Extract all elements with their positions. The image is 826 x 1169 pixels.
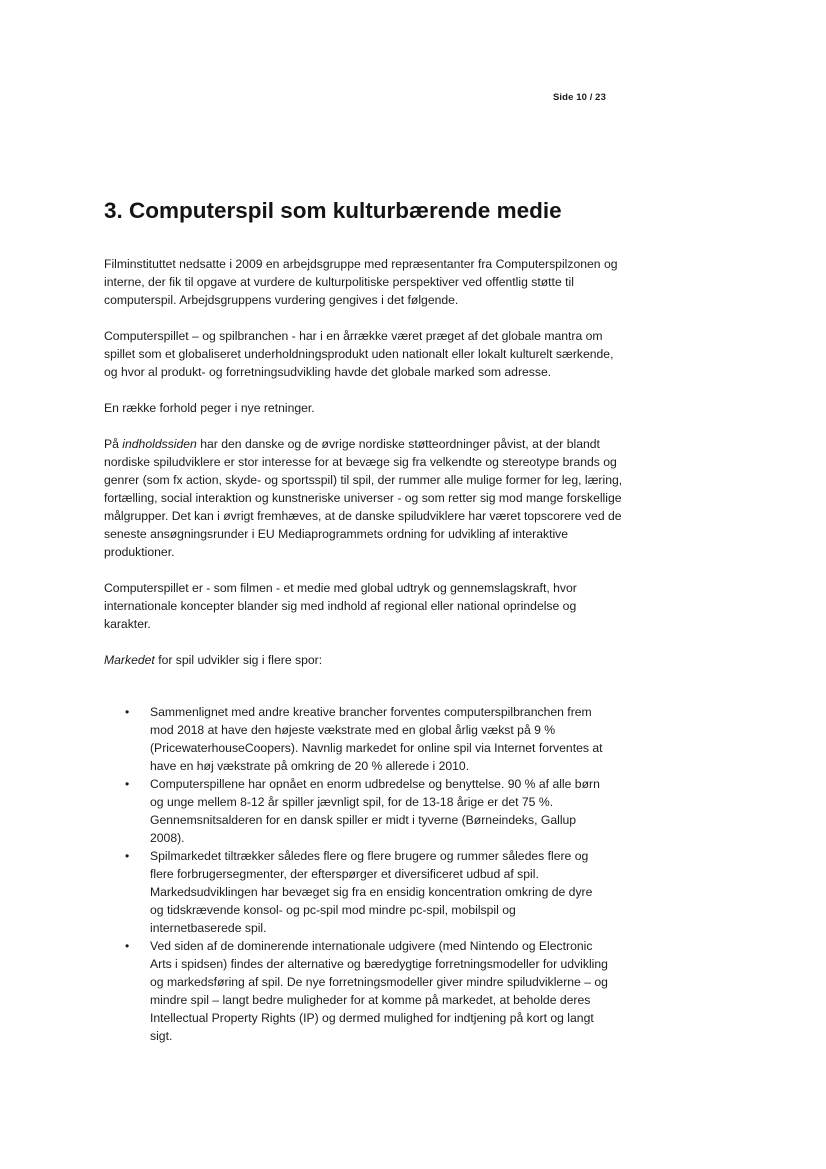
bullet-icon: • <box>125 939 130 953</box>
paragraph-new-directions: En række forhold peger i nye retninger. <box>104 401 315 415</box>
market-bullet-list <box>125 703 608 1045</box>
list-item <box>125 703 608 775</box>
text-rest: har den danske og de øvrige nordiske støtteordninger påvist, at der blandt nordiske spiludviklere er stor interesse for at bevæge sig fra velkendte og stereotype brands og genrer (som fx action, skyde- og sportsspil) til spil, der rummer alle mulige former for leg, læring, fortælling, social interaktion og kunstneriske universer - og som retter sig mod mange forskellige målgrupper. Det kan i øvrigt fremhæves, at de danske spiludviklere har været topscorere ved de seneste ansøgningsrunder i EU Mediaprogrammets ordning for udvikling af interaktive produktioner. <box>104 437 623 559</box>
bullet-icon: • <box>125 777 130 791</box>
paragraph-global-mantra: Computerspillet – og spilbranchen - har i en årrække været præget af det globale mantra om spillet som et globaliseret underholdningsprodukt uden nationalt eller lokalt kulturelt særkende, og hvor al produkt- og forretningsudvikling havde det globale marked som adresse. <box>104 329 614 379</box>
emphasis-markedet: Markedet <box>104 653 155 667</box>
bullet-icon: • <box>125 705 130 719</box>
text-rest: for spil udvikler sig i flere spor: <box>154 653 323 667</box>
section-title: 3. Computerspil som kulturbærende medie <box>104 198 562 223</box>
list-item-text: Computerspillene har opnået en enorm udbredelse og benyttelse. 90 % af alle børn og unge mellem 8-12 år spiller jævnligt spil, for de 13-18 årige er det 75 %. Gennemsnitsalderen for en dansk spiller er midt i tyverne (Børneindeks, Gallup 2008). <box>150 777 600 845</box>
list-item <box>125 847 608 937</box>
list-item <box>125 937 608 1045</box>
paragraph-global-medium: Computerspillet er - som filmen - et medie med global udtryk og gennemslagskraft, hvor internationale koncepter blander sig med indhold af regional eller national oprindelse og karakter. <box>104 581 577 631</box>
bullet-icon: • <box>125 849 130 863</box>
list-item-text: Ved siden af de dominerende internationale udgivere (med Nintendo og Electronic Arts i spidsen) findes der alternative og bæredygtige forretningsmodeller for udvikling og markedsføring af spil. De nye forretningsmodeller giver mindre spiludviklerne – og mindre spil – langt bedre muligheder for at komme på markedet, at beholde deres Intellectual Property Rights (IP) og dermed mulighed for indtjening på kort og langt sigt. <box>150 939 608 1043</box>
emphasis-indholdssiden: indholdssiden <box>122 437 197 451</box>
list-item-text: Sammenlignet med andre kreative brancher forventes computerspilbranchen frem mod 2018 at have den højeste vækstrate med en global årlig vækst på 9 % (PricewaterhouseCoopers). Navnlig markedet for online spil via Internet forventes at have en høj vækstrate på omkring de 20 % allerede i 2010. <box>150 705 603 773</box>
page-number: Side 10 / 23 <box>553 92 606 103</box>
list-item-text: Spilmarkedet tiltrækker således flere og flere brugere og rummer således flere og flere forbrugersegmenter, der efterspørger et diversificeret udbud af spil. Markedsudviklingen har bevæget sig fra en ensidig koncentration omkring de dyre og tidskrævende konsol- og pc-spil mod mindre pc-spil, mobilspil og internetbaserede spil. <box>150 849 593 935</box>
text-prefix: På <box>104 437 123 451</box>
paragraph-market-intro <box>104 651 624 669</box>
list-item <box>125 775 608 847</box>
paragraph-intro: Filminstituttet nedsatte i 2009 en arbejdsgruppe med repræsentanter fra Computerspilzonen og interne, der fik til opgave at vurdere de kulturpolitiske perspektiver ved offentlig støtte til computerspil. Arbejdsgruppens vurdering gengives i det følgende. <box>104 257 618 307</box>
document-body <box>104 196 624 1043</box>
paragraph-content-side <box>104 435 624 561</box>
